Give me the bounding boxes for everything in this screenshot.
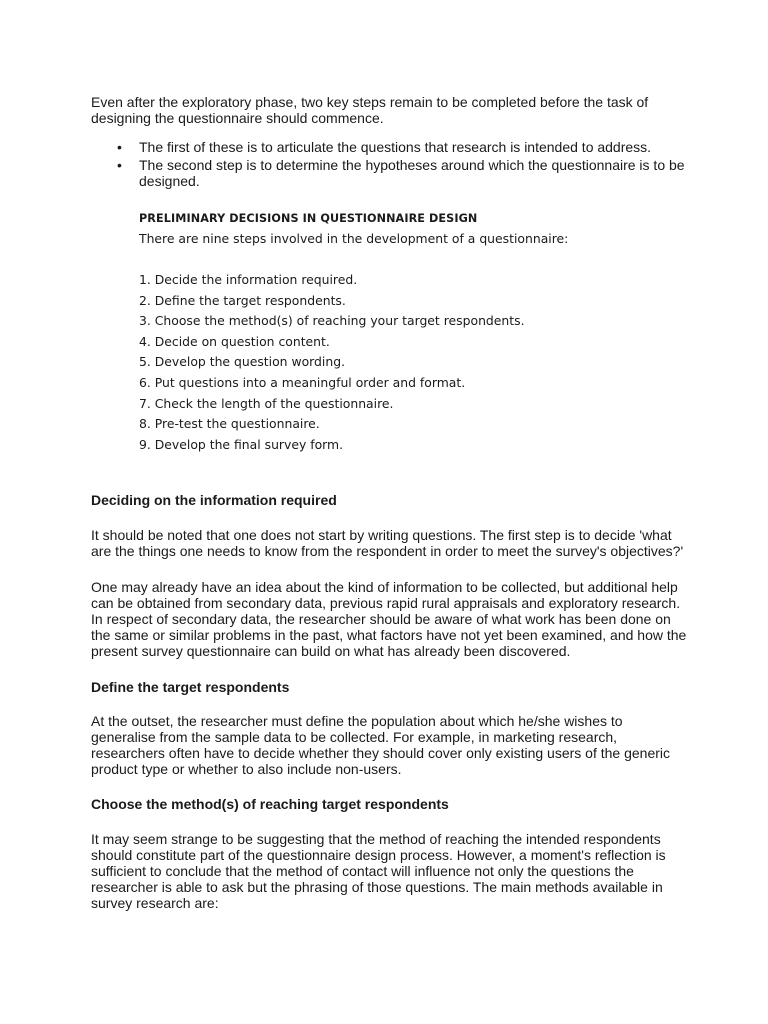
step-item: 3. Choose the method(s) of reaching your target respondents. xyxy=(139,313,525,329)
section-heading-target: Define the target respondents xyxy=(91,679,290,695)
section-information-paragraph: One may already have an idea about the kind of information to be collected, but additional help can be obtained from secondary data, previous rapid rural appraisals and exploratory research. In respect of secondary data, the researcher should be aware of what work has been done on the same or similar problems in the past, what factors have not yet been examined, and how the present survey questionnaire can build on what has already been discovered. xyxy=(91,579,687,659)
section-heading-method: Choose the method(s) of reaching target respondents xyxy=(91,796,449,812)
section-target-paragraph: At the outset, the researcher must define the population about which he/she wishes to generalise from the sample data to be collected. For example, in marketing research, researchers often have to decide whether they should cover only existing users of the generic product type or whether to also include non-users. xyxy=(91,713,670,777)
bullet-text: The second step is to determine the hypotheses around which the questionnaire is to be designed. xyxy=(139,157,685,189)
step-item: 8. Pre-test the questionnaire. xyxy=(139,416,320,432)
steps-list xyxy=(139,270,525,455)
bullet-text: The first of these is to articulate the questions that research is intended to address. xyxy=(139,139,652,155)
section-method-paragraph: It may seem strange to be suggesting that the method of reaching the intended respondents should constitute part of the questionnaire design process. However, a moment's reflection is sufficient to conclude that the method of contact will influence not only the questions the researcher is able to ask but the phrasing of those questions. The main methods available in survey research are: xyxy=(91,831,666,911)
step-item: 7. Check the length of the questionnaire. xyxy=(139,395,394,411)
intro-paragraph: Even after the exploratory phase, two key steps remain to be completed before the task of designing the questionnaire should commence. xyxy=(91,94,649,126)
step-item: 1. Decide the information required. xyxy=(139,272,358,287)
bullet-item xyxy=(91,139,691,155)
bullet-icon: • xyxy=(117,139,122,155)
step-item: 4. Decide on question content. xyxy=(139,333,330,349)
bullet-item xyxy=(91,157,691,189)
step-item: 9. Develop the final survey form. xyxy=(139,436,344,452)
bullet-list xyxy=(91,139,691,191)
prelim-intro: There are nine steps involved in the development of a questionnaire: xyxy=(139,231,569,246)
step-item: 6. Put questions into a meaningful order and format. xyxy=(139,374,466,390)
section-information-paragraph: It should be noted that one does not start by writing questions. The first step is to decide 'what are the things one needs to know from the respondent in order to meet the survey's objectives?' xyxy=(91,527,684,559)
step-item: 5. Develop the question wording. xyxy=(139,354,346,370)
bullet-icon: • xyxy=(117,157,122,173)
section-heading-information: Deciding on the information required xyxy=(91,492,337,508)
step-item: 2. Define the target respondents. xyxy=(139,292,346,308)
prelim-title: PRELIMINARY DECISIONS IN QUESTIONNAIRE DESIGN xyxy=(139,212,478,225)
